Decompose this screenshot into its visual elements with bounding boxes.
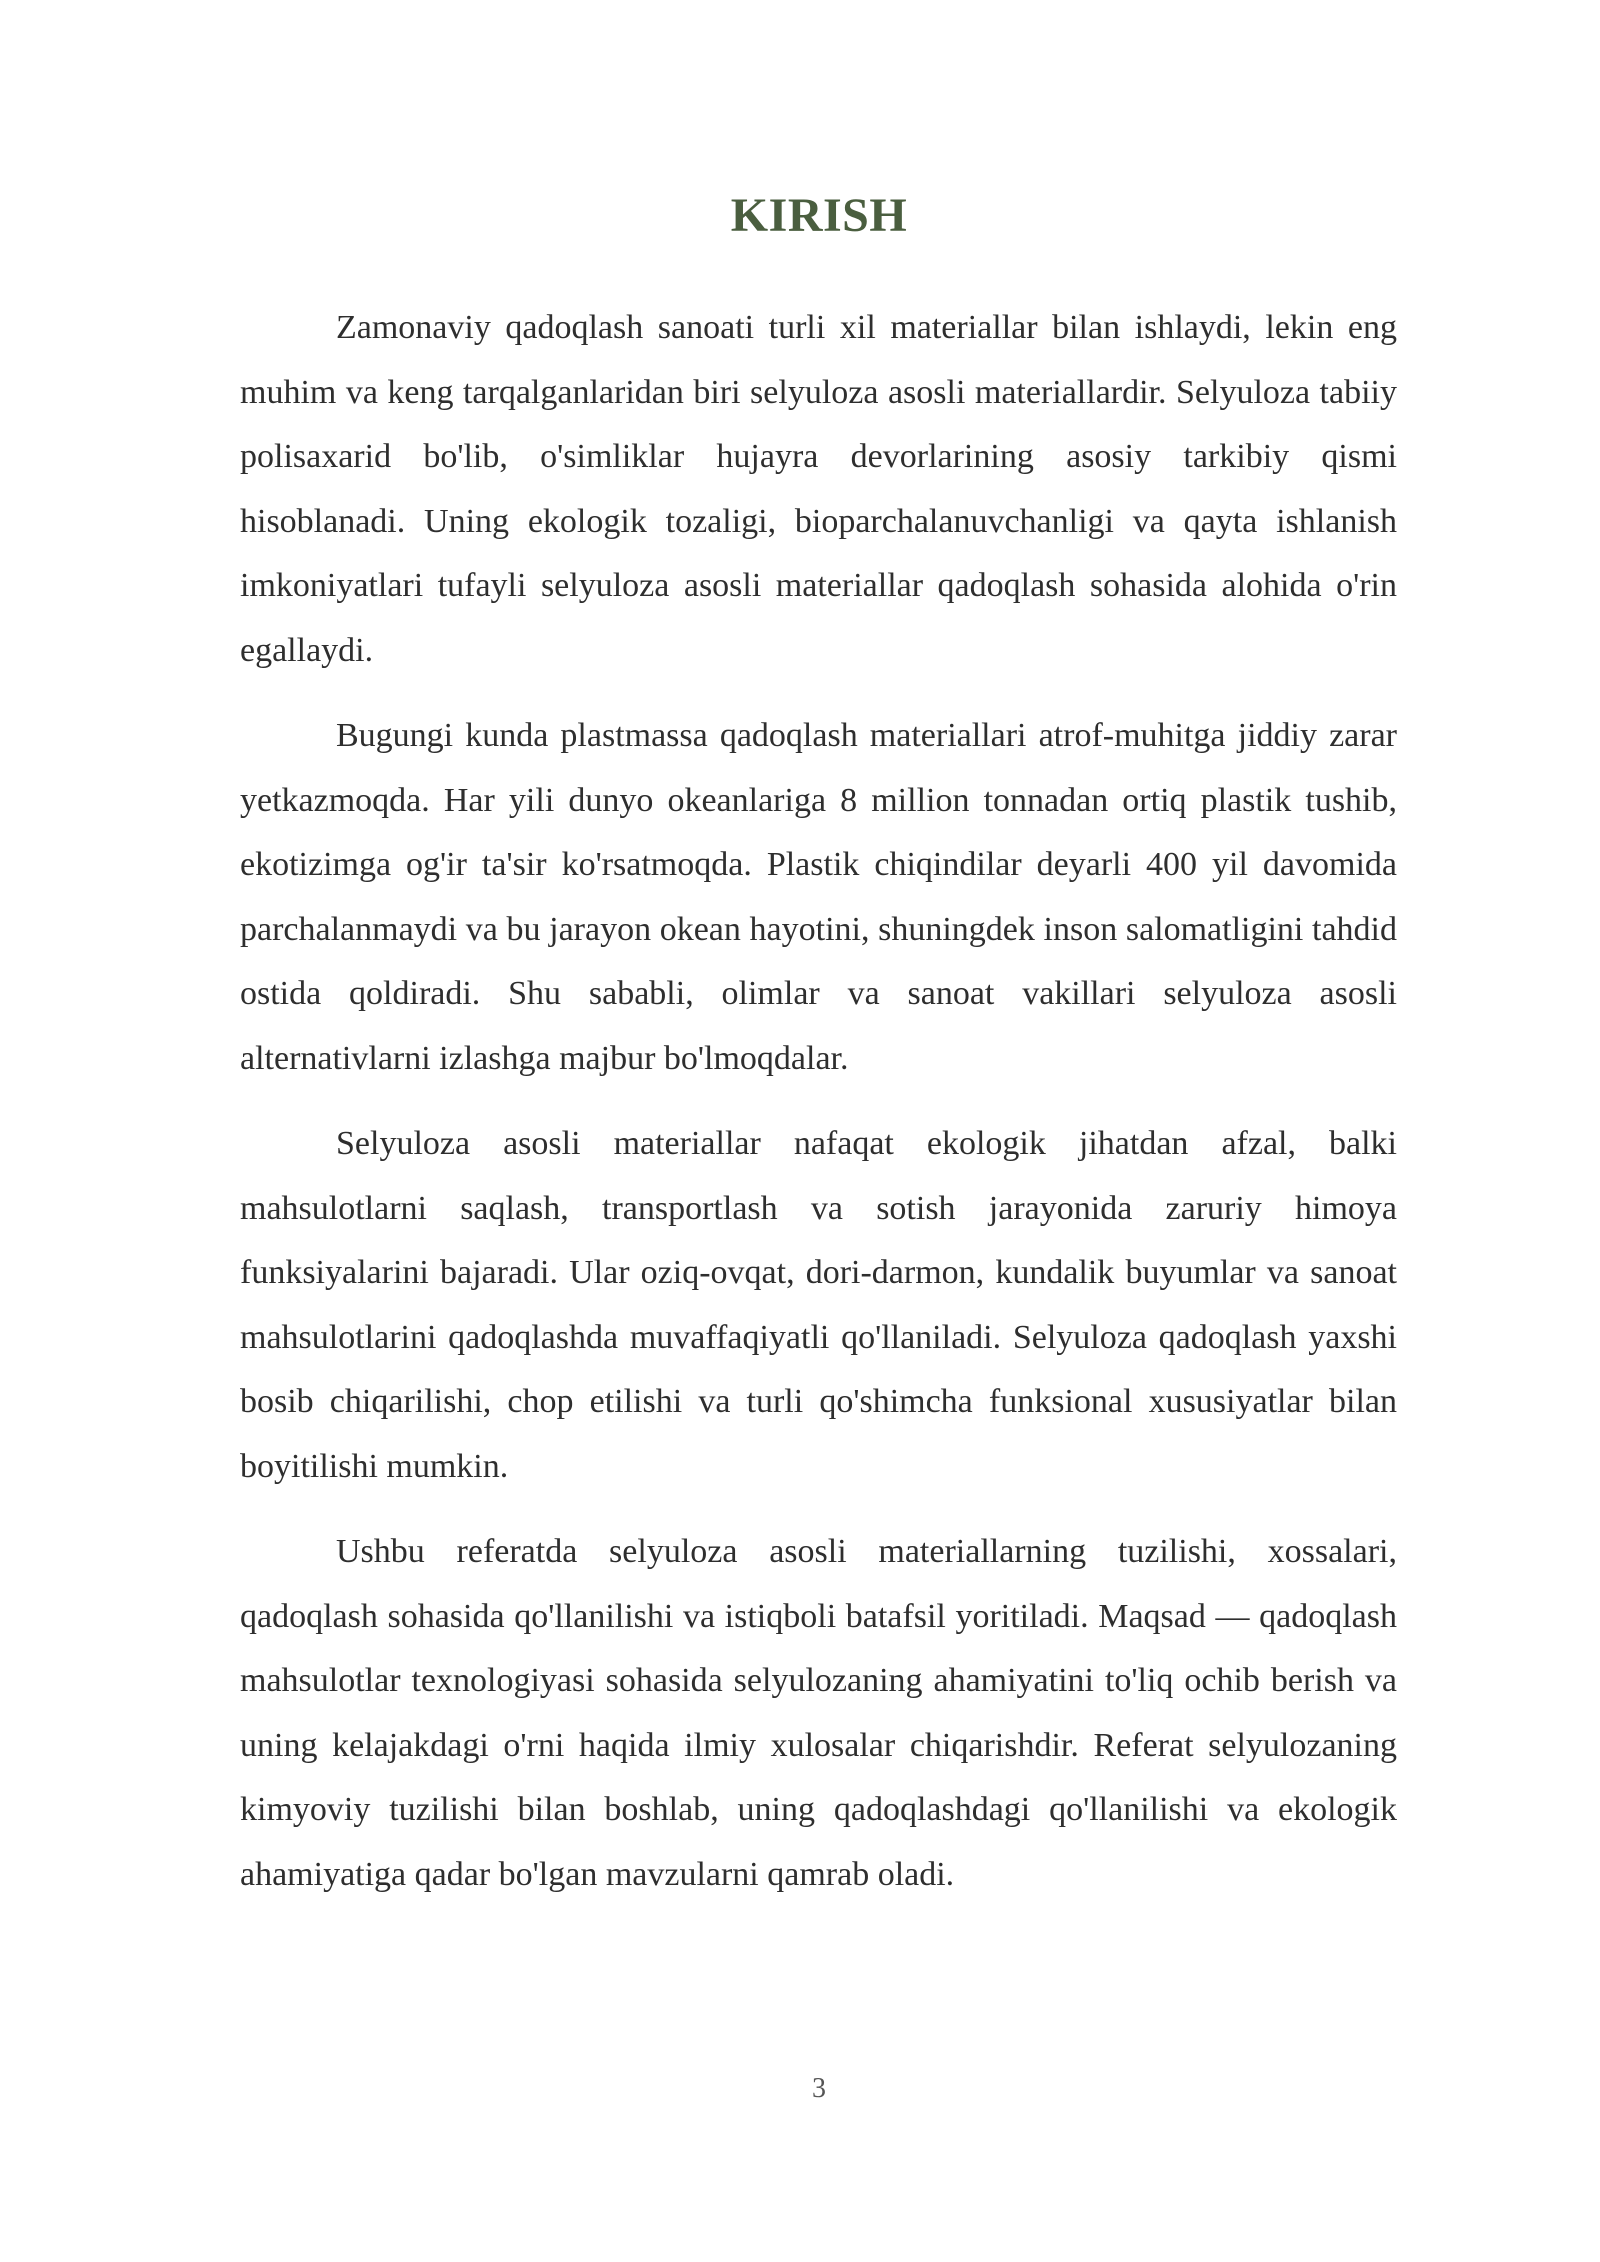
paragraph-1: Zamonaviy qadoqlash sanoati turli xil materiallar bilan ishlaydi, lekin eng muhim va keng tarqalganlaridan biri selyuloza asosli materiallardir. Selyuloza tabiiy polisaxarid bo'lib, o'simliklar hujayra devorlarining asosiy tarkibiy qismi hisoblanadi. Uning ekologik tozaligi, bioparchalanuvchanligi va qayta ishlanish imkoniyatlari tufayli selyuloza asosli materiallar qadoqlash sohasida alohida o'rin egallaydi.: [240, 309, 1397, 669]
page-number: 3: [812, 2073, 826, 2104]
paragraph-2: Bugungi kunda plastmassa qadoqlash materiallari atrof-muhitga jiddiy zarar yetkazmoqda. Har yili dunyo okeanlariga 8 million tonnadan ortiq plastik tushib, ekotizimga og'ir ta'sir ko'rsatmoqda. Plastik chiqindilar deyarli 400 yil davomida parchalanmaydi va bu jarayon okean hayotini, shuningdek inson salomatligini tahdid ostida qoldiradi. Shu sababli, olimlar va sanoat vakillari selyuloza asosli alternativlarni izlashga majbur bo'lmoqdalar.: [240, 717, 1397, 1077]
body-text: [240, 296, 1397, 1928]
page-title: KIRISH: [730, 189, 908, 242]
paragraph-3: Selyuloza asosli materiallar nafaqat ekologik jihatdan afzal, balki mahsulotlarni saqlash, transportlash va sotish jarayonida zaruriy himoya funksiyalarini bajaradi. Ular oziq-ovqat, dori-darmon, kundalik buyumlar va sanoat mahsulotlarini qadoqlashda muvaffaqiyatli qo'llaniladi. Selyuloza qadoqlash yaxshi bosib chiqarilishi, chop etilishi va turli qo'shimcha funksional xususiyatlar bilan boyitilishi mumkin.: [240, 1125, 1397, 1485]
paragraph-4: Ushbu referatda selyuloza asosli materiallarning tuzilishi, xossalari, qadoqlash sohasida qo'llanilishi va istiqboli batafsil yoritiladi. Maqsad — qadoqlash mahsulotlar texnologiyasi sohasida selyulozaning ahamiyatini to'liq ochib berish va uning kelajakdagi o'rni haqida ilmiy xulosalar chiqarishdir. Referat selyulozaning kimyoviy tuzilishi bilan boshlab, uning qadoqlashdagi qo'llanilishi va ekologik ahamiyatiga qadar bo'lgan mavzularni qamrab oladi.: [240, 1533, 1397, 1893]
